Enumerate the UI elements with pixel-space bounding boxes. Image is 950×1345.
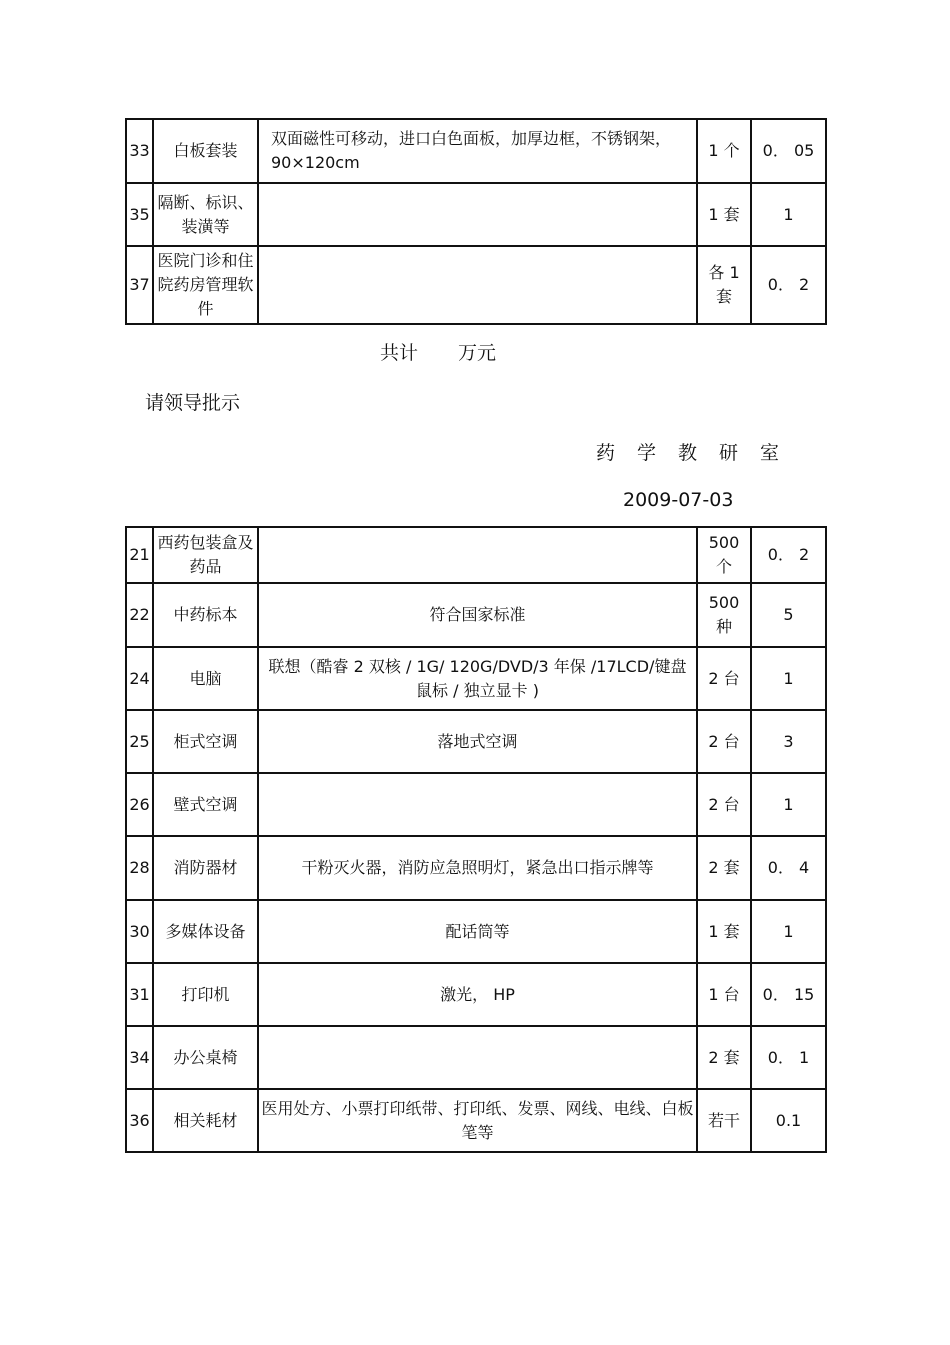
table-row — [126, 647, 826, 710]
item-name: 医院门诊和住院药房管理软件 — [153, 246, 258, 324]
item-amount: 1 — [751, 183, 826, 246]
item-amount: 0． 05 — [751, 119, 826, 183]
item-description: 落地式空调 — [258, 710, 697, 773]
item-amount: 0． 2 — [751, 527, 826, 583]
item-number: 35 — [126, 183, 153, 246]
total-label: 共计 — [380, 342, 419, 364]
item-description: 干粉灭火器，消防应急照明灯，紧急出口指示牌等 — [258, 836, 697, 900]
item-amount: 0． 2 — [751, 246, 826, 324]
table-row — [126, 119, 826, 183]
approval-request: 请领导批示 — [145, 392, 241, 414]
item-description: 激光， HP — [258, 963, 697, 1026]
table-row — [126, 963, 826, 1026]
item-quantity: 2 台 — [697, 710, 751, 773]
equipment-table-bottom — [125, 526, 827, 1153]
item-description — [258, 246, 697, 324]
total-line — [380, 338, 496, 365]
item-quantity: 各 1 套 — [697, 246, 751, 324]
item-name: 办公桌椅 — [153, 1026, 258, 1089]
item-number: 22 — [126, 583, 153, 647]
item-description: 双面磁性可移动，进口白色面板，加厚边框，不锈钢架， 90×120cm — [258, 119, 697, 183]
table-row — [126, 1089, 826, 1152]
document-date: 2009-07-03 — [623, 489, 734, 511]
item-description — [258, 527, 697, 583]
item-name: 电脑 — [153, 647, 258, 710]
item-description — [258, 1026, 697, 1089]
item-number: 36 — [126, 1089, 153, 1152]
item-number: 24 — [126, 647, 153, 710]
item-name: 白板套装 — [153, 119, 258, 183]
table-row — [126, 1026, 826, 1089]
item-name: 西药包装盒及药品 — [153, 527, 258, 583]
item-amount: 0． 4 — [751, 836, 826, 900]
table-row — [126, 710, 826, 773]
item-quantity: 500 个 — [697, 527, 751, 583]
item-quantity: 1 台 — [697, 963, 751, 1026]
item-amount: 3 — [751, 710, 826, 773]
item-name: 柜式空调 — [153, 710, 258, 773]
item-description: 联想（酷睿 2 双核 / 1G/ 120G/DVD/3 年保 /17LCD/键盘鼠标 / 独立显卡 ) — [258, 647, 697, 710]
item-number: 31 — [126, 963, 153, 1026]
item-amount: 1 — [751, 900, 826, 963]
table-row — [126, 183, 826, 246]
item-amount: 0.1 — [751, 1089, 826, 1152]
item-name: 相关耗材 — [153, 1089, 258, 1152]
item-number: 25 — [126, 710, 153, 773]
item-quantity: 2 套 — [697, 1026, 751, 1089]
item-amount: 5 — [751, 583, 826, 647]
total-unit: 万元 — [458, 342, 497, 364]
item-name: 隔断、标识、装潢等 — [153, 183, 258, 246]
item-amount: 1 — [751, 647, 826, 710]
table-row — [126, 583, 826, 647]
item-number: 34 — [126, 1026, 153, 1089]
table-row — [126, 900, 826, 963]
item-name: 多媒体设备 — [153, 900, 258, 963]
item-name: 消防器材 — [153, 836, 258, 900]
item-quantity: 1 套 — [697, 900, 751, 963]
item-name: 打印机 — [153, 963, 258, 1026]
item-number: 37 — [126, 246, 153, 324]
department-signature: 药学教研室 — [596, 442, 802, 464]
table-row — [126, 246, 826, 324]
item-amount: 0． 15 — [751, 963, 826, 1026]
item-quantity: 500 种 — [697, 583, 751, 647]
item-quantity: 2 台 — [697, 773, 751, 836]
item-name: 中药标本 — [153, 583, 258, 647]
item-number: 21 — [126, 527, 153, 583]
item-name: 壁式空调 — [153, 773, 258, 836]
table-row — [126, 836, 826, 900]
item-number: 30 — [126, 900, 153, 963]
item-quantity: 2 台 — [697, 647, 751, 710]
item-number: 26 — [126, 773, 153, 836]
item-quantity: 1 套 — [697, 183, 751, 246]
item-amount: 1 — [751, 773, 826, 836]
table-row — [126, 527, 826, 583]
table-row — [126, 773, 826, 836]
item-number: 33 — [126, 119, 153, 183]
item-number: 28 — [126, 836, 153, 900]
equipment-table-top — [125, 118, 827, 325]
item-quantity: 1 个 — [697, 119, 751, 183]
item-quantity: 2 套 — [697, 836, 751, 900]
item-amount: 0． 1 — [751, 1026, 826, 1089]
item-description: 配话筒等 — [258, 900, 697, 963]
item-description: 符合国家标准 — [258, 583, 697, 647]
item-description — [258, 773, 697, 836]
item-description — [258, 183, 697, 246]
item-description: 医用处方、小票打印纸带、打印纸、发票、网线、电线、白板笔等 — [258, 1089, 697, 1152]
item-quantity: 若干 — [697, 1089, 751, 1152]
